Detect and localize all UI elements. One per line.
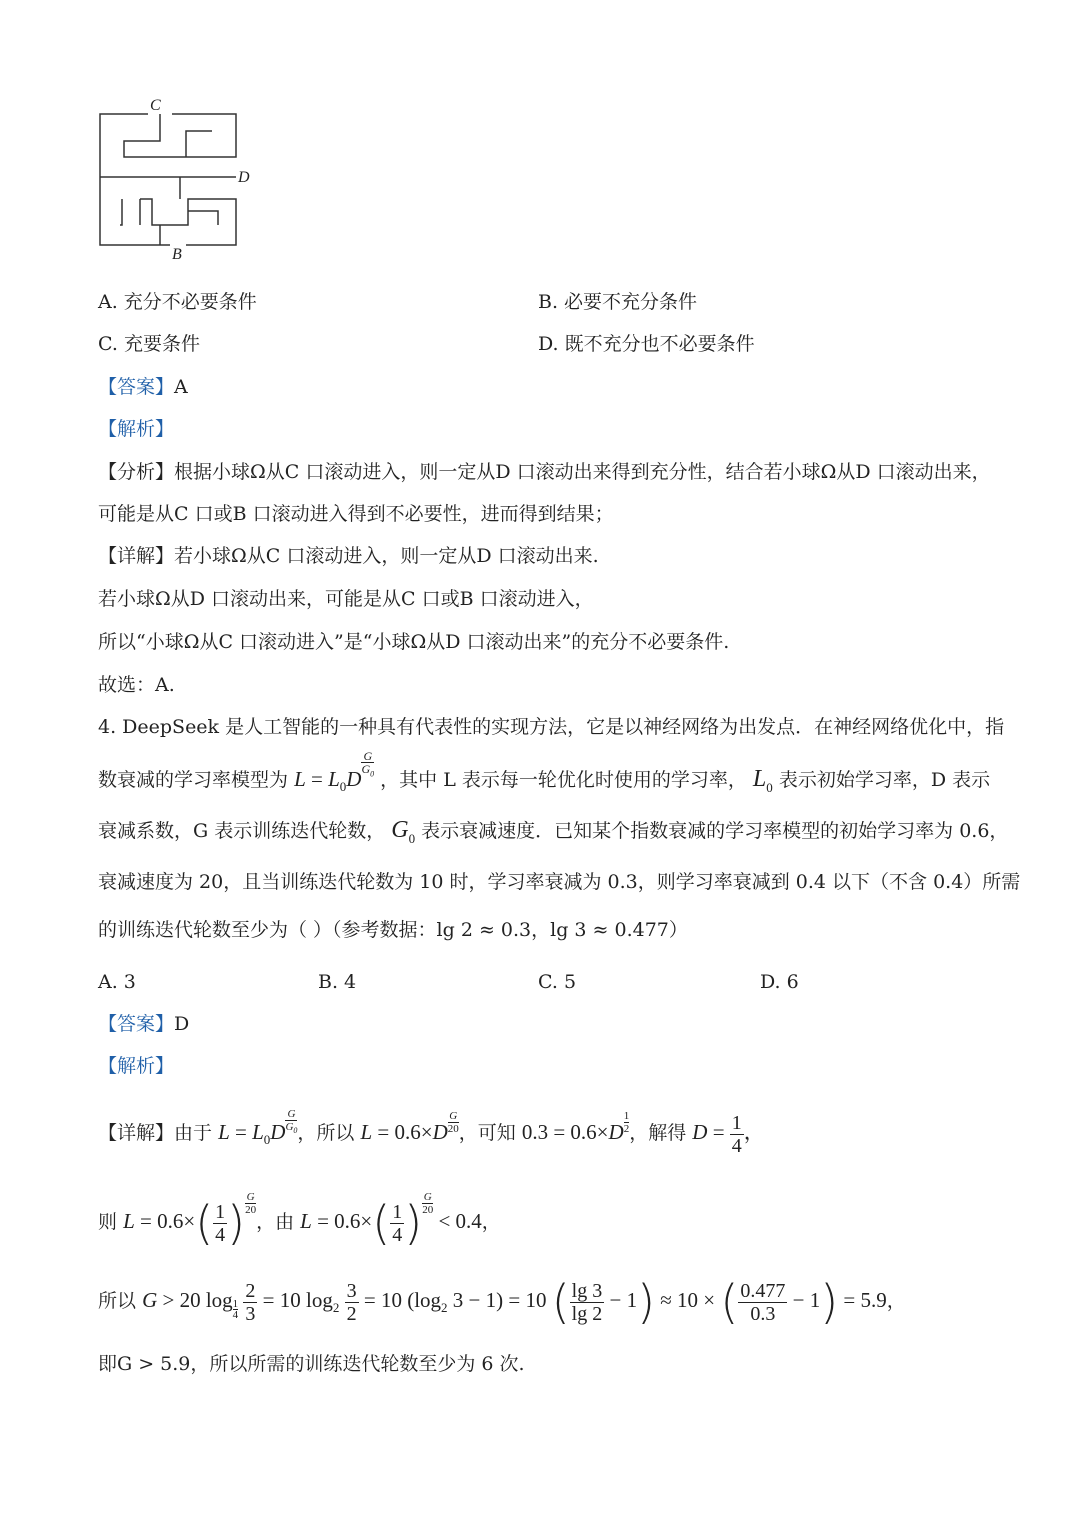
detail-tag: 【详解】 (98, 545, 175, 567)
q3-option-d: D. 既不充分也不必要条件 (538, 333, 755, 355)
q4-detail-r2a: 则 (98, 1211, 118, 1233)
q4-detail-t4: ，解得 (629, 1122, 687, 1144)
q4-jiexi-tag: 【解析】 (98, 1055, 175, 1077)
q4-detail-row4: 即G > 5.9，所以所需的训练迭代轮数至少为 6 次. (98, 1353, 525, 1375)
q3-option-a: A. 充分不必要条件 (98, 291, 257, 313)
answer-value: A (174, 376, 188, 398)
maze-label-c: C (150, 97, 161, 114)
q4-stem-line2b: ，其中 L 表示每一轮优化时使用的学习率， (380, 768, 747, 791)
formula-model: $L = L_0D$ $^{\frac{G}{G_0}}$ (218, 1107, 298, 1148)
q4-answer-line (98, 1012, 189, 1036)
q4-option-a: A. 3 (98, 971, 136, 993)
q4-option-c: C. 5 (538, 971, 577, 993)
q4-stem-line2a: 数衰减的学习率模型为 (98, 768, 289, 791)
formula-g-derivation: G > 20 log $_{\frac{1}{4}}$ $\frac{2}{3}$ = 10 $\log_2$ $\frac{3}{2}$ = 10 ($\log_2$ 3 − 1) = 10 ( $\frac{\lg 3}{\lg 2}$ − 1) ≈ 10 × ( $\frac{0.477}{0.3}$ − 1) = 5.9 (142, 1275, 887, 1330)
formula-d-quarter: D = $\frac{1}{4}$ ， (692, 1111, 765, 1157)
q4-stem-line5: 的训练迭代轮数至少为（ ）（参考数据：lg 2 ≈ 0.3，lg 3 ≈ 0.477） (98, 919, 688, 941)
q4-stem-line3b: 表示衰减速度．已知某个指数衰减的学习率模型的初始学习率为 0.6， (421, 820, 1009, 842)
q4-detail-row2 (98, 1190, 501, 1251)
formula-inequality: L = 0.6×( $\frac{1}{4}$ ) $^{\frac{G}{20}}$ < 0.4 (300, 1190, 482, 1251)
q4-answer-tag: 【答案】 (98, 1013, 175, 1035)
q3-option-c: C. 充要条件 (98, 333, 200, 355)
formula-g0: $G_0$ (391, 817, 416, 846)
q4-detail-r3a: 所以 (98, 1290, 137, 1312)
q3-option-b: B. 必要不充分条件 (538, 291, 698, 313)
q3-detail-line4: 故选：A. (98, 674, 175, 696)
q4-detail-r3b: ， (886, 1290, 906, 1312)
detail-text1: 若小球Ω从C 口滚动进入，则一定从D 口滚动出来. (174, 545, 599, 567)
formula-l0: $L_0$ (752, 765, 773, 795)
q4-option-b: B. 4 (318, 971, 357, 993)
q4-detail-t1: 由于 (174, 1122, 213, 1144)
q4-stem-line3a: 衰减系数，G 表示训练迭代轮数， (98, 820, 386, 842)
q3-jiexi-tag: 【解析】 (98, 418, 175, 440)
formula-model-06: L = 0.6×D $^{\frac{G}{20}}$ (360, 1109, 459, 1144)
q4-detail-t2: ，所以 (297, 1122, 355, 1144)
q3-answer-line (98, 375, 188, 399)
q4-detail-t3: ，可知 (458, 1122, 516, 1144)
q4-option-d: D. 6 (760, 971, 799, 993)
maze-label-d: D (238, 169, 250, 186)
q3-detail-line1 (98, 544, 599, 568)
q4-stem-line2c: 表示初始学习率，D 表示 (778, 768, 991, 791)
fenxi-text1: 根据小球Ω从C 口滚动进入，则一定从D 口滚动出来得到充分性，结合若小球Ω从D 口滚动出来， (174, 461, 991, 483)
formula-decay-model: $L = L_0D$ $^{\frac{G}{G_0}}$ (294, 749, 375, 795)
fenxi-tag: 【分析】 (98, 461, 175, 483)
q4-detail-tag: 【详解】 (98, 1122, 175, 1144)
q4-detail-r2b: ，由 (256, 1211, 295, 1233)
q4-detail-r2c: ， (481, 1211, 501, 1233)
q3-fenxi-line2: 可能是从C 口或B 口滚动进入得到不必要性，进而得到结果； (98, 503, 614, 525)
maze-diagram (90, 95, 270, 265)
q4-stem-line1: 4. DeepSeek 是人工智能的一种具有代表性的实现方法，它是以神经网络为出发点．在神经网络优化中，指 (98, 716, 1005, 738)
q4-detail-row3 (98, 1272, 906, 1337)
q4-answer-value: D (174, 1013, 190, 1035)
formula-03: 0.3 = 0.6×D $^{\frac{1}{2}}$ (521, 1109, 630, 1144)
formula-l-quarter: L = 0.6×( $\frac{1}{4}$ ) $^{\frac{G}{20}}$ (123, 1190, 257, 1251)
q4-detail-row1 (98, 1108, 765, 1160)
q3-detail-line3: 所以“小球Ω从C 口滚动进入”是“小球Ω从D 口滚动出来”的充分不必要条件. (98, 631, 730, 653)
q4-stem-line2 (98, 749, 991, 800)
answer-tag: 【答案】 (98, 376, 175, 398)
q4-stem-line3 (98, 818, 1008, 851)
q3-detail-line2: 若小球Ω从D 口滚动出来，可能是从C 口或B 口滚动进入， (98, 588, 594, 610)
maze-label-b: B (172, 246, 182, 263)
q3-fenxi-line1 (98, 460, 991, 484)
q4-stem-line4: 衰减速度为 20，且当训练迭代轮数为 10 时，学习率衰减为 0.3，则学习率衰减到 0.4 以下（不含 0.4）所需 (98, 871, 1021, 893)
